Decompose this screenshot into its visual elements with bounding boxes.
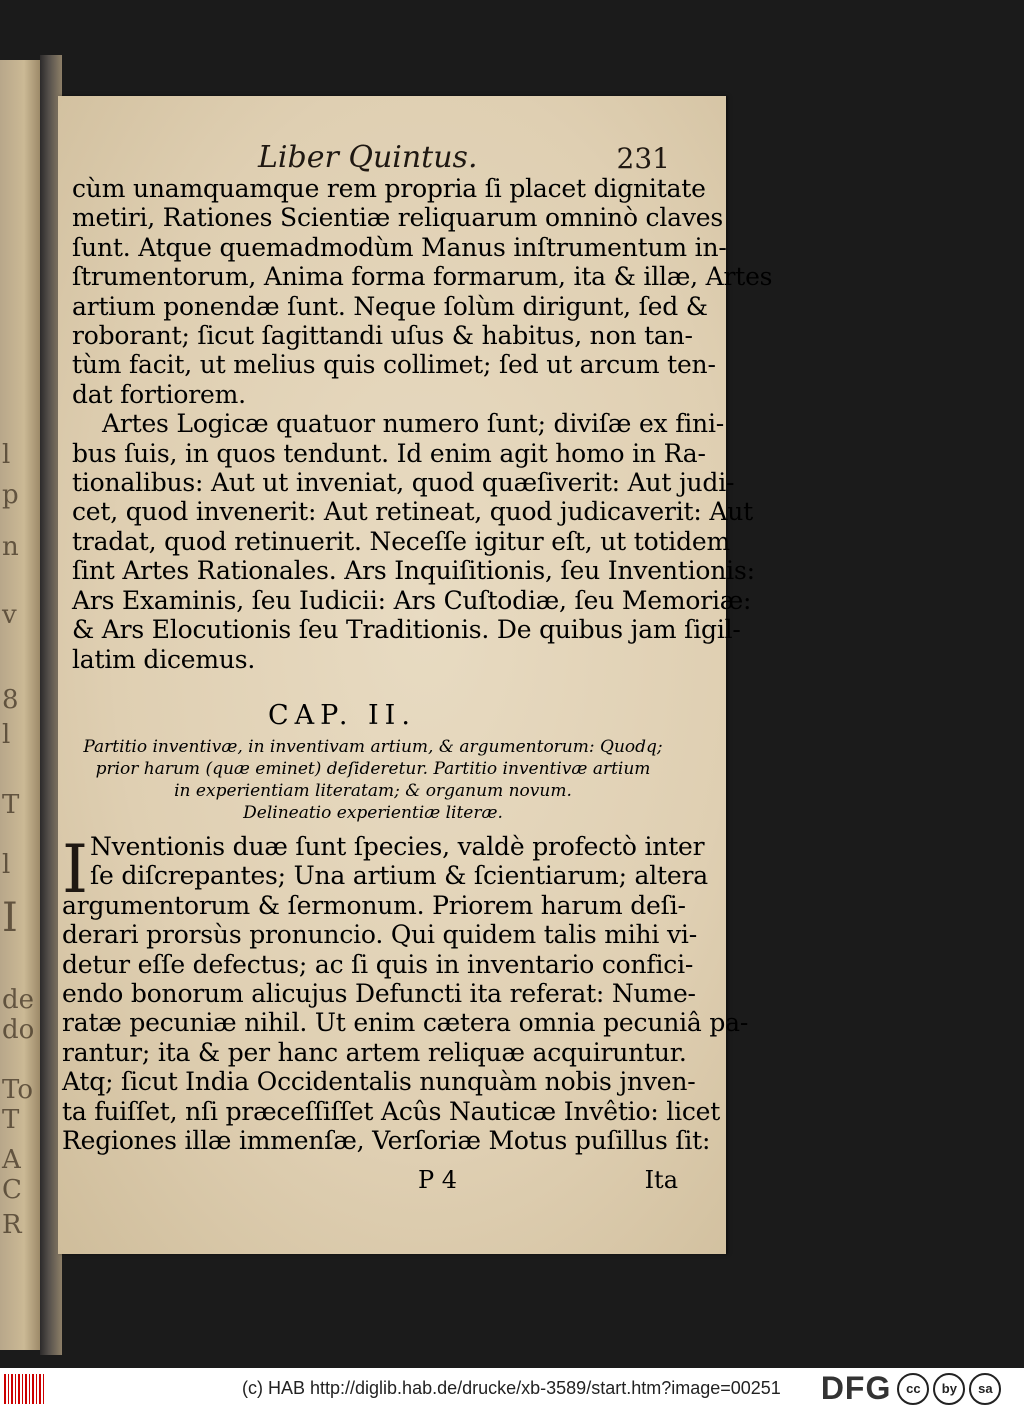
text-line: tùm facit, ut melius quis collimet; ſed ut arcum ten- (72, 350, 716, 380)
viewer-footer (0, 1368, 1024, 1409)
text-line: tradat, quod retinuerit. Neceſſe igitur eſt, ut totidem (72, 526, 731, 556)
text-line: latim dicemus. (72, 644, 256, 674)
text-line: rantur; ita & per hanc artem reliquæ acquiruntur. (62, 1037, 687, 1067)
page-number: 231 (616, 142, 670, 175)
facing-fragment: l (2, 850, 11, 880)
text-line: Regiones illæ immenſæ, Verſoriæ Motus puſillus ſit: (62, 1126, 711, 1156)
text-line: & Ars Elocutionis ſeu Traditionis. De quibus jam ſigil- (72, 615, 741, 645)
paragraph-1 (72, 174, 773, 674)
chapter-summary (68, 736, 678, 824)
facing-fragment: A (2, 1145, 21, 1175)
copyright-link[interactable]: (c) HAB http://diglib.hab.de/drucke/xb-3589/start.htm?image=00251 (242, 1378, 781, 1398)
drop-capital: I (62, 831, 89, 908)
text-line: ſe diſcrepantes; Una artium & ſcientiarum; altera (90, 861, 708, 891)
catchword: Ita (644, 1166, 678, 1194)
license-badge[interactable] (897, 1373, 1001, 1405)
text-line: Atq; ſicut India Occidentalis nunquàm nobis jnven- (62, 1067, 696, 1097)
paragraph-2 (72, 409, 724, 439)
facing-fragment: do (2, 1015, 35, 1045)
facing-fragment: l (2, 720, 11, 750)
chapter-heading: CAP. II. (268, 700, 416, 731)
text-line: derari prorsùs pronuncio. Qui quidem talis mihi vi- (62, 920, 697, 950)
cc-icon: cc (897, 1373, 929, 1405)
text-line: tionalibus: Aut ut inveniat, quod quæſiverit: Aut judi- (72, 468, 735, 498)
text-line: Artes Logicæ quatuor numero ſunt; diviſæ ex fini- (102, 409, 724, 439)
facing-fragment: I (2, 895, 18, 941)
facing-fragment: T (2, 790, 20, 820)
text-line: roborant; ſicut ſagittandi uſus & habitus, non tan- (72, 321, 693, 351)
facing-fragment: l (2, 440, 11, 470)
text-line: ſunt. Atque quemadmodùm Manus inſtrumentum in- (72, 232, 727, 262)
text-line: Ars Examinis, ſeu Iudicii: Ars Cuſtodiæ, ſeu Memoriæ: (72, 585, 752, 615)
dfg-logo: DFG (820, 1370, 892, 1406)
text-line: bus ſuis, in quos tendunt. Id enim agit homo in Ra- (72, 438, 706, 468)
facing-fragment: R (2, 1210, 22, 1240)
summary-line: prior harum (quæ eminet) deſideretur. Partitio inventivæ artium (95, 759, 651, 779)
text-line: Nventionis duæ ſunt ſpecies, valdè profectò inter (90, 832, 705, 861)
facing-fragment: p (2, 480, 19, 510)
book-page (58, 96, 773, 1254)
summary-line: in experientiam literatam; & organum novum. (174, 781, 572, 801)
library-barcode-icon (4, 1374, 46, 1404)
text-line: metiri, Rationes Scientiæ reliquarum omninò claves (72, 203, 724, 233)
summary-line: Delineatio experientiæ literæ. (243, 803, 503, 823)
facing-fragment: T (2, 1105, 20, 1135)
facing-fragment: 8 (2, 685, 19, 715)
text-line: artium ponendæ ſunt. Neque ſolùm dirigunt, ſed & (72, 291, 708, 321)
text-line: endo bonorum alicujus Defuncti ita referat: Nume- (62, 979, 696, 1009)
facing-page-edge (0, 60, 40, 1350)
signature-row (418, 1166, 678, 1194)
text-line: argumentorum & ſermonum. Priorem harum deſi- (62, 890, 686, 920)
by-icon: by (933, 1373, 965, 1405)
paragraph-3 (62, 832, 749, 1156)
facing-fragment: C (2, 1175, 22, 1205)
signature-mark: P 4 (418, 1166, 458, 1194)
text-line: ratæ pecuniæ nihil. Ut enim cætera omnia pecuniâ pa- (62, 1008, 749, 1038)
text-line: cet, quod invenerit: Aut retineat, quod judicaverit: Aut (72, 497, 753, 527)
sa-icon: sa (969, 1373, 1001, 1405)
text-line: ta fuiſſet, nſi præceſſiſſet Acûs Nauticæ Invêtio: licet (62, 1096, 721, 1126)
summary-line: Partitio inventivæ, in inventivam artium, & argumentorum: Quodq; (83, 737, 663, 757)
text-line: detur eſſe defectus; ac ſi quis in inventario confici- (62, 949, 694, 979)
text-line: ſtrumentorum, Anima forma formarum, ita & illæ, Artes (72, 262, 773, 292)
facing-fragment: n (2, 532, 19, 562)
text-line: ſint Artes Rationales. Ars Inquiſitionis, ſeu Inventionis: (72, 556, 755, 586)
facing-fragment: To (2, 1075, 33, 1105)
text-line: dat fortiorem. (72, 379, 246, 409)
text-line: cùm unamquamque rem propria ſi placet dignitate (72, 174, 706, 203)
facing-fragment: v (2, 600, 17, 630)
running-head: Liber Quintus. (258, 140, 478, 175)
facing-fragment: de (2, 985, 35, 1015)
